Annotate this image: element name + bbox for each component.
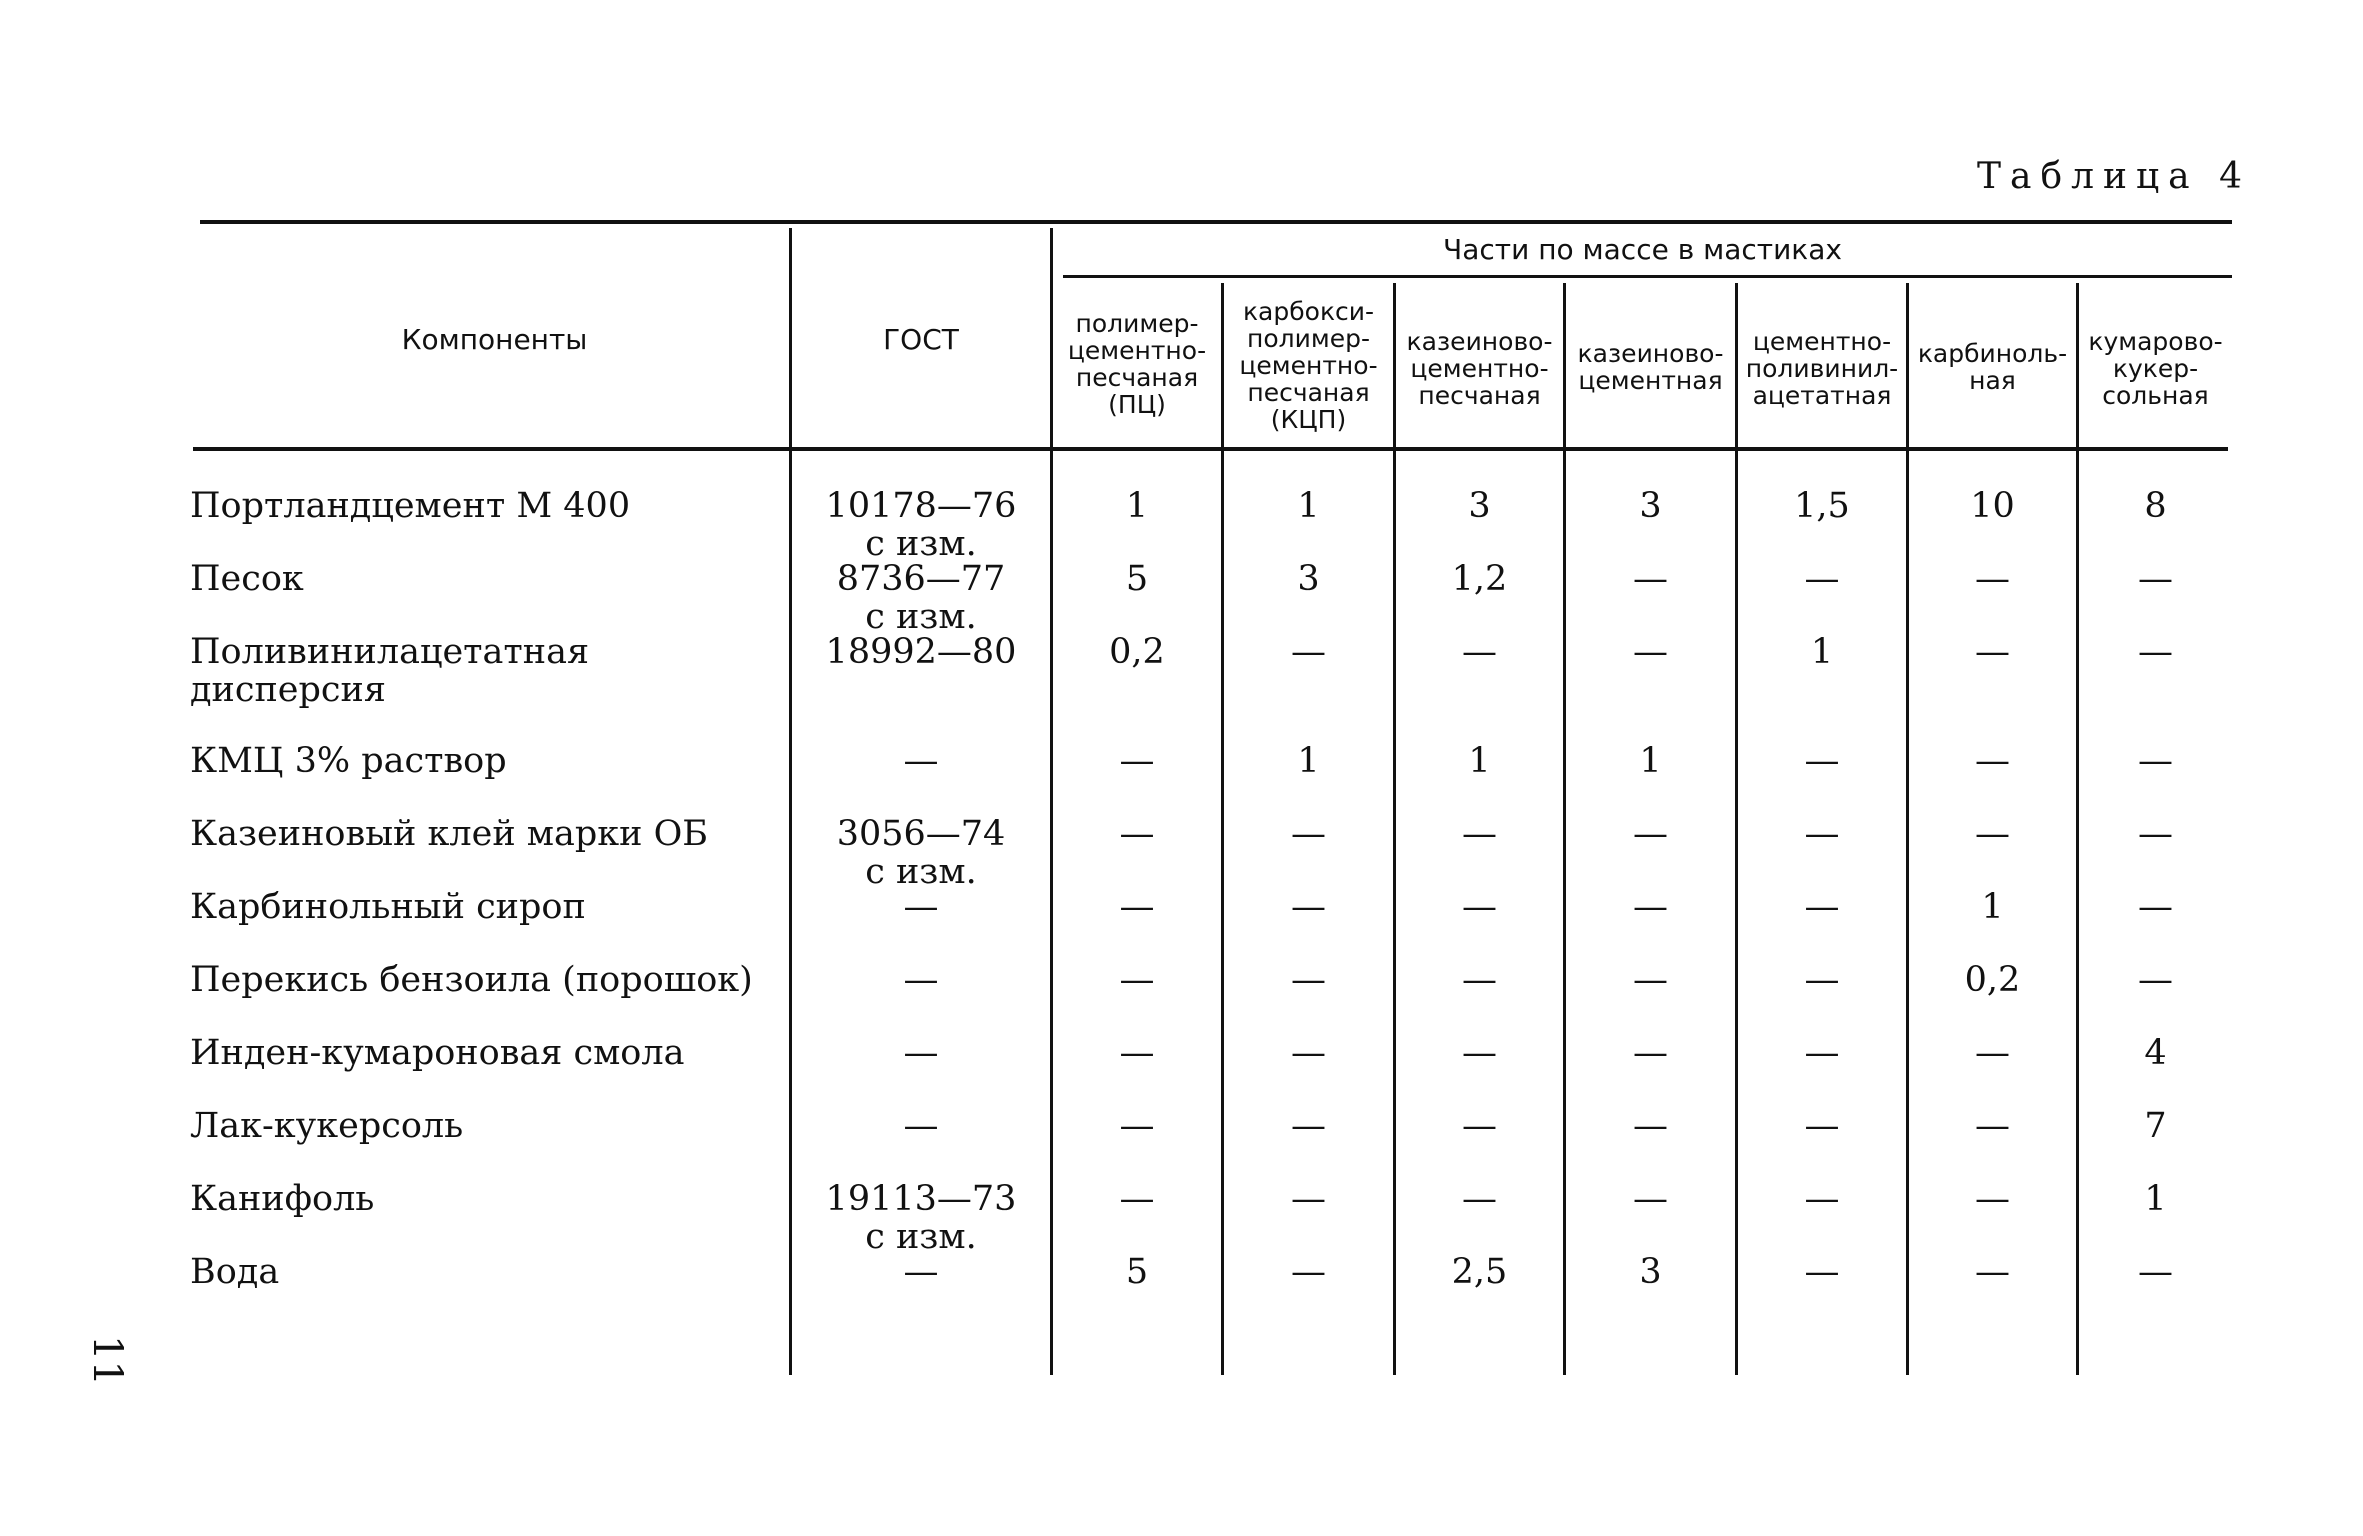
row-gost: 18992—80 <box>825 632 1017 672</box>
row-value: — <box>1291 887 1326 927</box>
row-value: — <box>1975 1106 2010 1146</box>
header-column-cement-pva: цементно- поливинил- ацетатная <box>1745 327 1899 410</box>
row-value: — <box>1975 741 2010 781</box>
group-header-rule <box>1063 275 2232 278</box>
row-gost: 3056—74 с изм. <box>836 814 1006 892</box>
row-gost: 10178—76 с изм. <box>825 486 1017 564</box>
row-value: — <box>1119 1179 1155 1219</box>
row-value: 1 <box>1297 486 1320 526</box>
row-value: 1 <box>1639 741 1662 781</box>
row-value: — <box>1804 741 1840 781</box>
header-column-kcp: карбокси- полимер- цементно- песчаная (КЦП) <box>1239 297 1378 434</box>
row-value: — <box>1633 1033 1668 1073</box>
row-value: 5 <box>1125 559 1149 599</box>
row-value: — <box>1119 1106 1155 1146</box>
row-value: — <box>1804 559 1840 599</box>
row-value: — <box>1804 887 1840 927</box>
row-gost: — <box>903 1033 939 1073</box>
row-value: — <box>1633 1179 1668 1219</box>
row-value: — <box>1633 559 1668 599</box>
row-value: — <box>1119 887 1155 927</box>
row-value: 3 <box>1639 486 1662 526</box>
row-value: 1 <box>1810 632 1834 672</box>
row-value: — <box>1462 1033 1497 1073</box>
row-component: Портландцемент М 400 <box>190 486 631 526</box>
row-value: — <box>1462 960 1497 1000</box>
table-caption: Таблица 4 <box>1977 156 2251 197</box>
row-value: — <box>1291 1179 1326 1219</box>
row-value: 1,2 <box>1451 559 1508 599</box>
row-value: — <box>2138 632 2173 672</box>
header-column-casein-cement-sand: казеиново- цементно- песчаная <box>1406 327 1553 410</box>
row-value: — <box>1804 1252 1840 1292</box>
row-component: Канифоль <box>190 1179 375 1219</box>
page-number: 11 <box>84 1335 130 1386</box>
header-group: Части по массе в мастиках <box>1443 233 1842 266</box>
row-value: 3 <box>1639 1252 1662 1292</box>
row-value: — <box>1975 559 2010 599</box>
row-gost: — <box>903 960 939 1000</box>
row-value: — <box>1975 632 2010 672</box>
row-value: 1 <box>1468 741 1491 781</box>
row-value: — <box>1462 1179 1497 1219</box>
row-value: — <box>1291 1033 1326 1073</box>
header-column-carbinol: карбиноль- ная <box>1917 339 2068 395</box>
row-value: — <box>1462 632 1497 672</box>
row-value: — <box>2138 559 2173 599</box>
row-value: — <box>1291 814 1326 854</box>
row-gost: — <box>903 1252 939 1292</box>
row-value: 3 <box>1468 486 1491 526</box>
row-value: — <box>1291 632 1326 672</box>
row-component: Поливинилацетатная дисперсия <box>190 632 590 710</box>
row-value: — <box>2138 960 2173 1000</box>
row-value: 1 <box>1125 486 1149 526</box>
row-value: — <box>1804 814 1840 854</box>
row-component: Вода <box>190 1252 280 1292</box>
row-value: — <box>1119 1033 1155 1073</box>
row-value: 5 <box>1125 1252 1149 1292</box>
row-value: 1 <box>1981 887 2004 927</box>
row-value: 0,2 <box>1109 632 1165 672</box>
header-components: Компоненты <box>401 323 588 356</box>
row-component: Казеиновый клей марки ОБ <box>190 814 709 854</box>
row-value: 2,5 <box>1451 1252 1508 1292</box>
row-component: Карбинольный сироп <box>190 887 586 927</box>
header-column-pc: полимер- цементно- песчаная (ПЦ) <box>1067 309 1207 419</box>
row-value: — <box>1633 887 1668 927</box>
row-value: — <box>2138 814 2173 854</box>
row-value: — <box>1462 814 1497 854</box>
row-value: — <box>1804 1179 1840 1219</box>
row-value: 4 <box>2144 1033 2167 1073</box>
row-value: — <box>2138 741 2173 781</box>
row-value: 7 <box>2144 1106 2167 1146</box>
row-component: Лак-кукерсоль <box>190 1106 464 1146</box>
row-value: — <box>1462 887 1497 927</box>
header-column-casein-cement: казеиново- цементная <box>1577 339 1724 395</box>
table-top-rule <box>200 220 2232 224</box>
row-value: 1 <box>2144 1179 2167 1219</box>
row-value: — <box>1119 960 1155 1000</box>
row-value: — <box>1633 814 1668 854</box>
row-value: — <box>1804 1106 1840 1146</box>
header-column-cumarone-kukersol: кумарово- кукер- сольная <box>2088 327 2223 410</box>
row-value: — <box>1291 1106 1326 1146</box>
row-gost: 8736—77 с изм. <box>836 559 1006 637</box>
row-gost: — <box>903 887 939 927</box>
header-gost: ГОСТ <box>883 323 959 356</box>
row-value: 3 <box>1297 559 1320 599</box>
row-value: — <box>1975 1252 2010 1292</box>
row-component: Инден-кумароновая смола <box>190 1033 685 1073</box>
row-value: 10 <box>1970 486 2015 526</box>
row-value: — <box>1633 960 1668 1000</box>
row-gost: 19113—73 с изм. <box>825 1179 1017 1257</box>
row-value: — <box>1119 814 1155 854</box>
row-value: 0,2 <box>1964 960 2021 1000</box>
row-value: — <box>1119 741 1155 781</box>
header-bottom-rule <box>193 447 2228 451</box>
row-value: — <box>1462 1106 1497 1146</box>
row-component: Перекись бензоила (порошок) <box>190 960 753 1000</box>
row-value: — <box>1975 814 2010 854</box>
row-value: — <box>1633 632 1668 672</box>
row-gost: — <box>903 741 939 781</box>
row-value: — <box>1291 960 1326 1000</box>
row-value: — <box>1291 1252 1326 1292</box>
row-value: — <box>1975 1179 2010 1219</box>
row-value: 1 <box>1297 741 1320 781</box>
row-component: Песок <box>190 559 304 599</box>
row-value: — <box>2138 1252 2173 1292</box>
row-value: — <box>1804 1033 1840 1073</box>
row-value: — <box>1975 1033 2010 1073</box>
row-value: 1,5 <box>1794 486 1850 526</box>
row-value: 8 <box>2144 486 2167 526</box>
row-value: — <box>1633 1106 1668 1146</box>
row-value: — <box>1804 960 1840 1000</box>
row-value: — <box>2138 887 2173 927</box>
row-component: КМЦ 3% раствор <box>190 741 507 781</box>
row-gost: — <box>903 1106 939 1146</box>
